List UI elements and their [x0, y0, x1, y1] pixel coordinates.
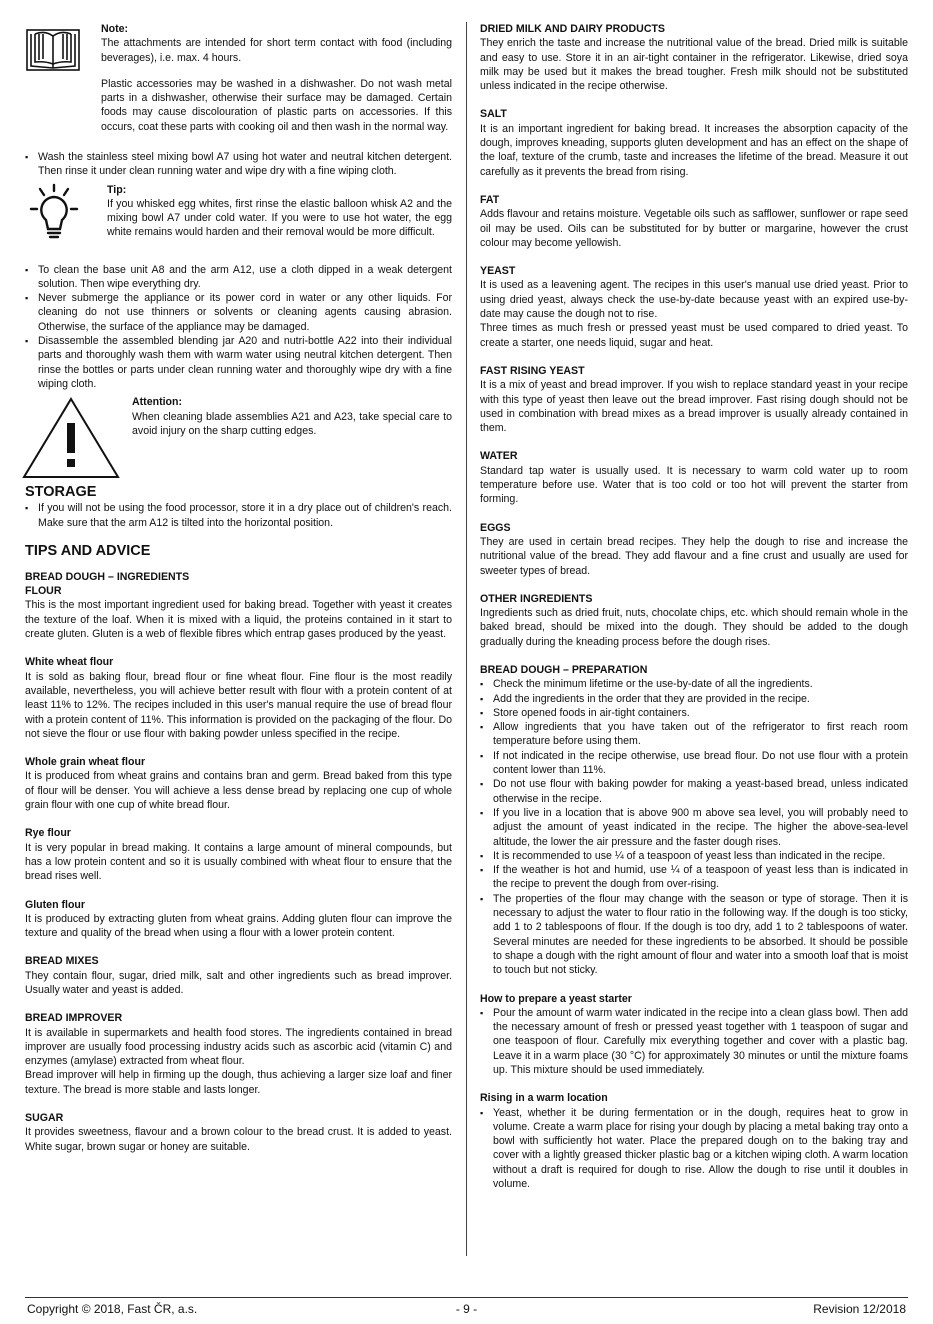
bread-mixes-text: They contain flour, sugar, dried milk, salt and other ingredients such as bread improver. Usually water and yeast is added. — [25, 969, 452, 996]
note-block — [25, 22, 452, 142]
storage-list — [25, 501, 452, 530]
salt-text: It is an important ingredient for baking bread. It increases the absorption capacity of the dough, improves kneading, supports gluten development and has an effect on the shape of the loaf, texture of the crumb, taste and increases the lifetime of the bread. Measure it out carefully as it prevents the bread from rising. — [480, 122, 908, 178]
other-ingredients-heading: OTHER INGREDIENTS — [480, 592, 593, 605]
bread-mixes-heading: BREAD MIXES — [25, 955, 99, 968]
water-text: Standard tap water is usually used. It is necessary to warm cold water up to room temperature before use. Water that is too cold or too hot will prevent the starter from forming. — [480, 464, 908, 506]
flour-text: This is the most important ingredient used for baking bread. Together with yeast it creates the texture of the loaf. When it is mixed with a liquid, the proteins contained in it start to create gluten. Gluten is a web of flexible fibres which entrap gases produced by the yeast. — [25, 599, 452, 641]
starter-list — [480, 1006, 908, 1077]
preparation-heading: BREAD DOUGH – PREPARATION — [480, 663, 648, 676]
attention-text: When cleaning blade assemblies A21 and A23, take special care to avoid injury on the sharp cutting edges. — [132, 410, 452, 437]
sugar-text: It provides sweetness, flavour and a brown colour to the bread crust. It is added to yeast. White sugar, brown sugar or honey are suitable. — [25, 1126, 452, 1153]
note-text-2: Plastic accessories may be washed in a dishwasher. Do not wash metal parts in a dishwasher, otherwise their surface may be damaged. Certain foods may cause discolouration of plastic parts on accessories. If this occurs, coat these parts with cooking oil and then wash in the normal way. — [101, 77, 452, 133]
other-ingredients-text: Ingredients such as dried fruit, nuts, chocolate chips, etc. which should remain whole in the baked bread, should be mixed into the dough. They should be added to the dough gradually during the kneading process before the dough rises. — [480, 607, 908, 648]
right-column — [480, 22, 908, 1191]
rye-text: It is very popular in bread making. It contains a large amount of mineral compounds, but has a low protein content and so it is usually combined with wheat flour to ensure that the bread rises well. — [25, 841, 452, 883]
improver-heading: BREAD IMPROVER — [25, 1012, 123, 1025]
improver-text-2: Bread improver will help in firming up the dough, thus achieving a larger size loaf and finer texture. The bread is more stable and lasts longer. — [25, 1069, 452, 1096]
gluten-text: It is produced by extracting gluten from wheat grains. Adding gluten flour can improve the texture and quality of the bread when using a flour with a lower protein content. — [25, 912, 452, 940]
page-number: - 9 - — [455, 1302, 478, 1316]
eggs-heading: EGGS — [480, 521, 511, 534]
left-column — [25, 22, 452, 1154]
salt-heading: SALT — [480, 108, 507, 121]
dried-milk-heading: DRIED MILK AND DAIRY PRODUCTS — [480, 23, 666, 35]
starter-heading: How to prepare a yeast starter — [480, 992, 632, 1005]
column-divider — [466, 22, 467, 1256]
yeast-text-2: Three times as much fresh or pressed yeast must be used compared to dried yeast. To create a starter, one needs liquid, sugar and heat. — [480, 322, 908, 349]
yeast-text-1: It is used as a leavening agent. The recipes in this user's manual use dried yeast. Prior to using dried yeast, always check the use-by-date because yeast with an expired use-by-date may cause the dough not to rise. — [480, 279, 908, 321]
gluten-heading: Gluten flour — [25, 898, 86, 911]
list-item: ▪ Never submerge the appliance or its power cord in water or any other liquids. For cleaning do not use thinners or solvents or cleaning agents causing abrasion. Otherwise, the surface of the appliance may be damaged. — [25, 291, 452, 334]
fast-yeast-heading: FAST RISING YEAST — [480, 364, 585, 377]
list-item: ▪ Yeast, whether it be during fermentation or in the dough, requires heat to grow in volume. Create a warm place for rising your dough by placing a metal baking tray onto a bowl with sufficiently hot water. Place the prepared dough on to the baking tray and cover with a lightly greased thicker plastic bag or a kitchen wiping cloth. A warm location without a draft is required for dough to rise. Allow the dough to rise until it doubles in volume. — [480, 1106, 908, 1192]
attention-title: Attention: — [132, 396, 183, 409]
cleaning-list-2 — [25, 263, 452, 392]
fast-yeast-text: It is a mix of yeast and bread improver. If you wish to replace standard yeast in your recipe with this type of yeast then leave out the bread improver. Fast rising dough should not be used in combination with bread mixes as a bread improver is usually already contained in them. — [480, 379, 908, 435]
storage-heading: STORAGE — [25, 484, 97, 501]
list-item: ▪ If not indicated in the recipe otherwise, use bread flour. Do not use flour with a protein content lower than 11%. — [480, 749, 908, 778]
preparation-list — [480, 677, 908, 977]
list-item: ▪ Allow ingredients that you have taken out of the refrigerator to first reach room temperature before using them. — [480, 720, 908, 749]
tip-text: If you whisked egg whites, first rinse the elastic balloon whisk A2 and the mixing bowl A7 under cold water. If you were to use hot water, the egg white remains would harden and their removal would be more difficult. — [107, 197, 452, 239]
revision: Revision 12/2018 — [813, 1302, 906, 1316]
list-item: ▪ Store opened foods in air-tight containers. — [480, 706, 908, 720]
list-item: ▪ If you will not be using the food processor, store it in a dry place out of children's reach. Make sure that the arm A12 is tilted into the horizontal position. — [25, 501, 452, 530]
water-heading: WATER — [480, 450, 518, 463]
rye-heading: Rye flour — [25, 827, 71, 840]
list-item: ▪ Check the minimum lifetime or the use-by-date of all the ingredients. — [480, 677, 908, 691]
improver-text-1: It is available in supermarkets and health food stores. The ingredients contained in bread improver are usually food processing industry acids such as ascorbic acid (vitamin C) and enzymes (amylase) extracted from wheat flour. — [25, 1026, 452, 1068]
whole-grain-text: It is produced from wheat grains and contains bran and germ. Bread baked from this type of flour will be denser. You will achieve a less dense bread by replacing one cup of whole grain flour with one cup of white bread flour. — [25, 770, 452, 812]
list-item: ▪ The properties of the flour may change with the season or type of storage. Then it is necessary to adjust the water to flour ratio in the following way. If the dough is too sticky, add 1 to 2 tablespoons of flour. If the dough is too dry, add 1 to 2 tablespoons of water. Several minutes are needed for these ingredients to be absorbed. It should be possible to shape a dough with the right amount of flour and water into a smooth loaf that is moist to touch but not sticky. — [480, 892, 908, 978]
lightbulb-icon — [29, 183, 79, 249]
warm-location-heading: Rising in a warm location — [480, 1092, 608, 1105]
book-icon — [25, 24, 81, 78]
fat-heading: FAT — [480, 193, 500, 206]
sugar-heading: SUGAR — [25, 1112, 64, 1125]
cleaning-list-1 — [25, 150, 452, 179]
footer-divider — [25, 1297, 908, 1298]
attention-block — [25, 395, 452, 479]
list-item: ▪ If the weather is hot and humid, use ¼ of a teaspoon of yeast less than is indicated in the recipe to prevent the dough from over-rising. — [480, 863, 908, 892]
list-item: ▪ Do not use flour with baking powder for making a yeast-based bread, unless indicated otherwise in the recipe. — [480, 777, 908, 806]
white-flour-heading: White wheat flour — [25, 656, 114, 669]
dried-milk-text: They enrich the taste and increase the nutritional value of the bread. Dried milk is suitable and easy to use. Store it in an air-tight container in the refrigerator. Likewise, dried soya milk may be used but it makes the bread tougher. Fresh milk should not be substituted unless indicated in the recipe otherwise. — [480, 37, 908, 93]
flour-heading: FLOUR — [25, 585, 62, 598]
list-item: ▪ Disassemble the assembled blending jar A20 and nutri-bottle A22 into their individual parts and thoroughly wash them with warm water using neutral kitchen detergent. Then rinse the bottles or parts under clean running water and thoroughly wipe dry with a fine wiping cloth. — [25, 334, 452, 391]
list-item: ▪ It is recommended to use ¼ of a teaspoon of yeast less than indicated in the recipe. — [480, 849, 908, 863]
list-item: ▪ If you live in a location that is above 900 m above sea level, you will probably need to adjust the amount of yeast indicated in the recipe. The higher the above-sea-level altitude, the lower the air pressure and the faster dough rises. — [480, 806, 908, 849]
warm-location-list — [480, 1106, 908, 1192]
fat-text: Adds flavour and retains moisture. Vegetable oils such as safflower, sunflower or rape seed oil may be used. Oils can be substituted for by butter or margarine, however the crust colour may become yellowish. — [480, 208, 908, 249]
note-title: Note: — [101, 23, 129, 35]
tip-block — [25, 183, 452, 255]
list-item: ▪ To clean the base unit A8 and the arm A12, use a cloth dipped in a weak detergent solution. Then wipe everything dry. — [25, 263, 452, 292]
list-item: ▪ Pour the amount of warm water indicated in the recipe into a clean glass bowl. Then add the necessary amount of fresh or pressed yeast together with 1 teaspoon of sugar and one teaspoon of flour. Carefully mix everything together and cover with a plastic bag. Leave it in a warm place (30 °C) for approximately 30 minutes or until the mixture foams up. This mixture should be used immediately. — [480, 1006, 908, 1077]
copyright: Copyright © 2018, Fast ČR, a.s. — [27, 1302, 198, 1316]
white-flour-text: It is sold as baking flour, bread flour or fine wheat flour. Fine flour is the most readily available, nevertheless, you will achieve better result with flour with a protein content of at least 11% to 12%. The recipes included in this user's manual require the use of bread flour with a protein content of 11%. This information is provided on the packaging of the flour. Do not sieve the flour or use flour with baking powder unless specified in the recipe. — [25, 670, 452, 740]
tips-heading: TIPS AND ADVICE — [25, 542, 151, 559]
note-text-1: The attachments are intended for short term contact with food (including beverages), i.e. max. 4 hours. — [101, 37, 452, 64]
whole-grain-heading: Whole grain wheat flour — [25, 756, 146, 769]
list-item: ▪ Add the ingredients in the order that they are provided in the recipe. — [480, 692, 908, 706]
yeast-heading: YEAST — [480, 265, 516, 278]
ingredients-heading: BREAD DOUGH – INGREDIENTS — [25, 570, 190, 583]
eggs-text: They are used in certain bread recipes. They help the dough to rise and increase the nutritional value of the bread. They add flavour and a fine crust and usually are used for sweeter types of bread. — [480, 535, 908, 577]
tip-title: Tip: — [107, 183, 127, 196]
warning-triangle-icon — [21, 395, 121, 485]
list-item: ▪ Wash the stainless steel mixing bowl A7 using hot water and neutral kitchen detergent. Then rinse it under clean running water and wipe dry with a fine wiping cloth. — [25, 150, 452, 179]
